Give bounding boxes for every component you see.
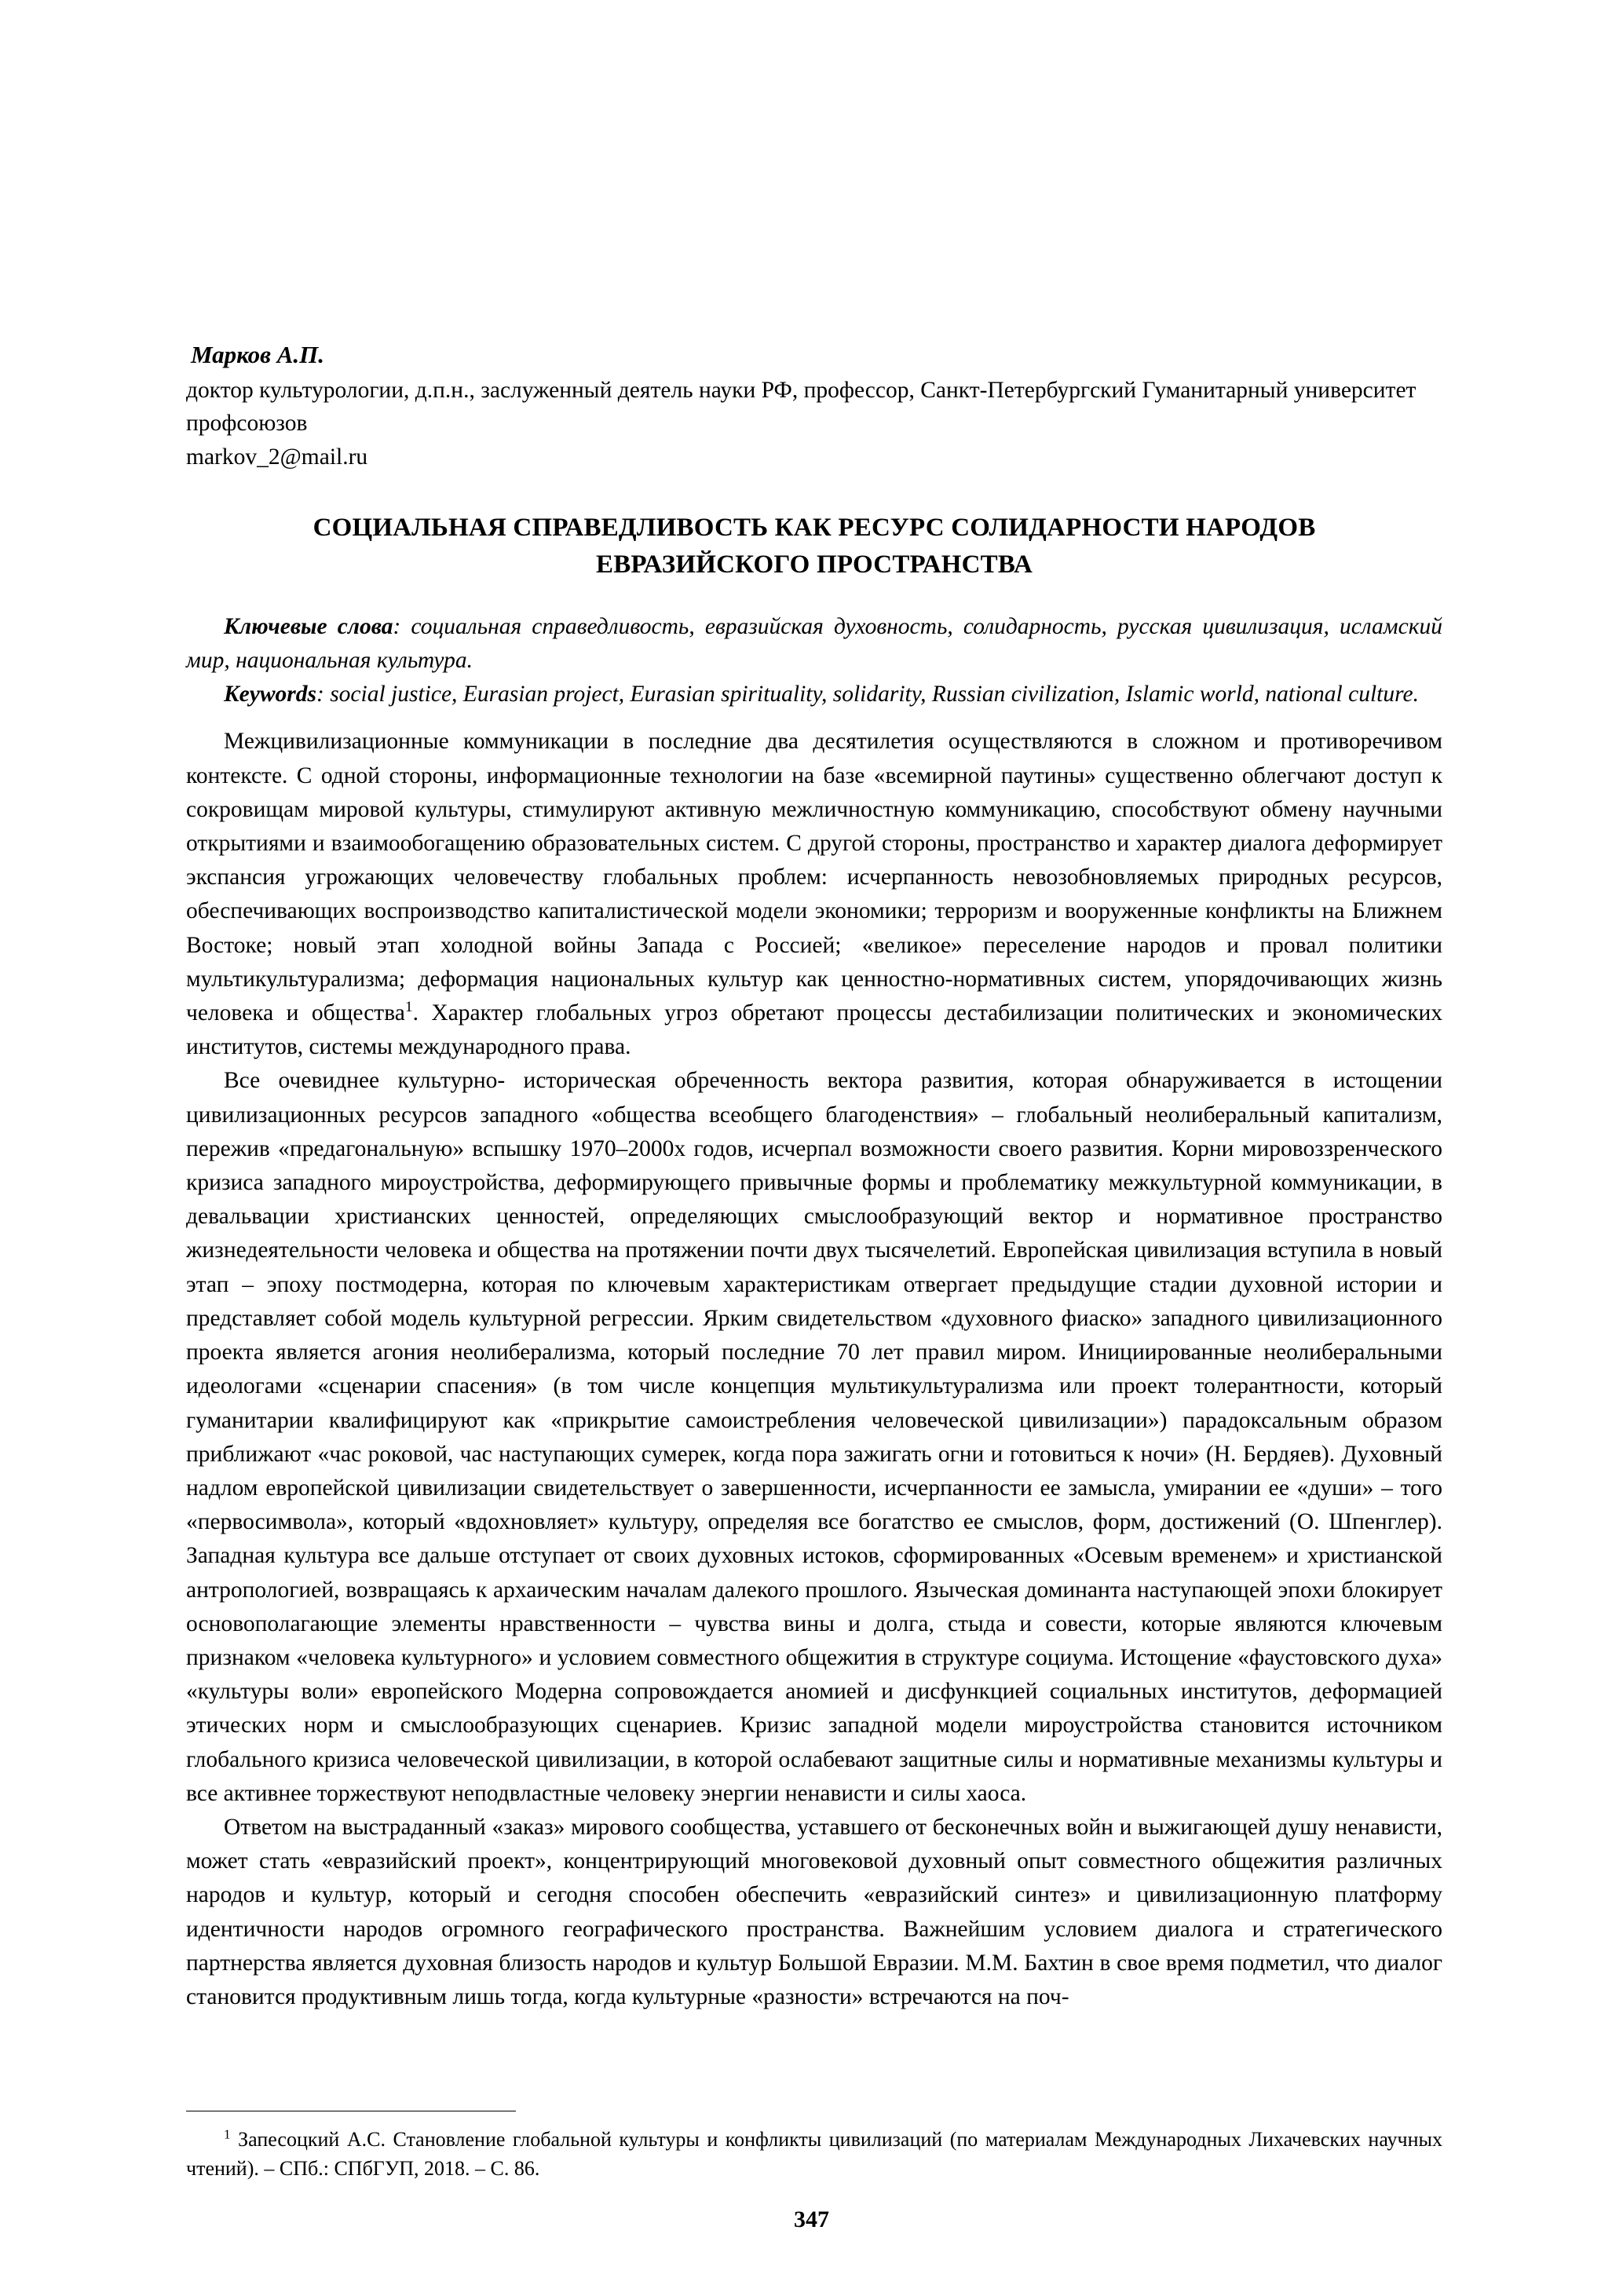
keywords-ru-label: Ключевые слова [224,614,393,640]
body-paragraph: Ответом на выстраданный «заказ» мирового сообщества, уставшего от бесконечных войн и выжигающей душу ненависти, может стать «евразийский проект», концентрирующий многовековой духовный опыт совместного общежития различных народов и культур, который и сегодня способен обеспечить «евразийский синтез» и цивилизационную платформу идентичности народов огромного географического пространства. Важнейшим условием диалога и стратегического партнерства является духовная близость народов и культур Большой Евразии. М.М. Бахтин в свое время подметил, что диалог становится продуктивным лишь тогда, когда культурные «разности» встречаются на поч- [186,1814,1442,2009]
paragraph-text-tail: . Характер глобальных угроз обретают процессы дестабилизации политических и экономических институтов, системы международного права. [186,1000,1442,1060]
footnote-item [186,2125,1442,2184]
keywords-en-label: Keywords [224,681,316,707]
keywords-block [186,610,1442,711]
paragraph-text: Межцивилизационные коммуникации в последние два десятилетия осуществляются в сложном и противоречивом контексте. С одной стороны, информационные технологии на базе «всемирной паутины» существенно облегчают доступ к сокровищам мировой культуры, стимулируют активную межличностную коммуникацию, способствуют обмену научными открытиями и взаимообогащению образовательных систем. С другой стороны, пространство и характер диалога деформирует экспансия угрожающих человечеству глобальных проблем: исчерпанность невозобновляемых природных ресурсов, обеспечивающих воспроизводство капиталистической модели экономики; терроризм и вооруженные конфликты на Ближнем Востоке; новый этап холодной войны Запада с Россией; «великое» переселение народов и провал политики мультикультурализма; деформация национальных культур как ценностно-нормативных систем, упорядочивающих жизнь человека и общества [186,729,1442,1026]
page-content [186,338,1442,2014]
page-number: 347 [794,2206,829,2232]
footnote-reference[interactable]: 1 [404,999,413,1016]
keywords-ru-text: : социальная справедливость, евразийская духовность, солидарность, русская цивилизация, исламский мир, национальная культура. [186,614,1443,673]
body-paragraph: Все очевиднее культурно- историческая обреченность вектора развития, которая обнаруживается в истощении цивилизационных ресурсов западного «общества всеобщего благоденствия» – глобальный неолиберальный капитализм, пережив «предагональную» вспышку 1970–2000х годов, исчерпал возможности своего развития. Корни мировоззренческого кризиса западного мироустройства, деформирующего привычные формы и проблематику межкультурной коммуникации, в девальвации христианских ценностей, определяющих смыслообразующий вектор и нормативное пространство жизнедеятельности человека и общества на протяжении почти двух тысячелетий. Европейская цивилизация вступила в новый этап – эпоху постмодерна, которая по ключевым характеристикам отвергает предыдущие стадии духовной истории и представляет собой модель культурной регрессии. Ярким свидетельством «духовного фиаско» западного цивилизационного проекта является агония неолиберализма, который последние 70 лет правил миром. Инициированные неолиберальными идеологами «сценарии спасения» (в том числе концепция мультикультурализма или проект толерантности, который гуманитарии квалифицируют как «прикрытие самоистребления человеческой цивилизации») парадоксальным образом приближают «час роковой, час наступающих сумерек, когда пора зажигать огни и готовиться к ночи» (Н. Бердяев). Духовный надлом европейской цивилизации свидетельствует о завершенности, исчерпанности ее замысла, умирании ее «души» – того «первосимвола», который «вдохновляет» культуру, определяя все богатство ее смыслов, форм, достижений (О. Шпенглер). Западная культура все дальше отступает от своих духовных истоков, сформированных «Осевым временем» и христианской антропологией, возвращаясь к архаическим началам далекого прошлого. Языческая доминанта наступающей эпохи блокирует основополагающие элементы нравственности – чувства вины и долга, стыда и совести, которые являются ключевым признаком «человека культурного» и условием совместного общежития в структуре социума. Истощение «фаустовского духа» «культуры воли» европейского Модерна сопровождается аномией и дисфункцией социальных институтов, деформацией этических норм и смыслообразующих сценариев. Кризис западной модели мироустройства становится источником глобального кризиса человеческой цивилизации, в которой ослабевают защитные силы и нормативные механизмы культуры и все активнее торжествуют неподвластные человеку энергии ненависти и силы хаоса. [186,1068,1442,1806]
author-affiliation: доктор культурологии, д.п.н., заслуженный деятель науки РФ, профессор, Санкт-Петербургский Гуманитарный университет профсоюзов [186,378,1416,437]
page-title: СОЦИАЛЬНАЯ СПРАВЕДЛИВОСТЬ КАК РЕСУРС СОЛИДАРНОСТИ НАРОДОВ ЕВРАЗИЙСКОГО ПРОСТРАНСТВА [313,514,1316,579]
author-email: markov_2@mail.ru [186,444,368,470]
body-paragraph [186,725,1442,1064]
keywords-en [186,678,1442,711]
author-name: Марков А.П. [191,341,325,368]
footnote-block [186,2125,1442,2184]
footnote-marker: 1 [224,2126,231,2142]
footnote-text: Запесоцкий А.С. Становление глобальной культуры и конфликты цивилизаций (по материалам Международных Лихачевских научных чтений). – СПб.: СПбГУП, 2018. – С. 86. [186,2128,1442,2181]
keywords-ru [186,610,1442,678]
keywords-en-text: : social justice, Eurasian project, Eurasian spirituality, solidarity, Russian civilization, Islamic world, national culture. [316,681,1419,707]
